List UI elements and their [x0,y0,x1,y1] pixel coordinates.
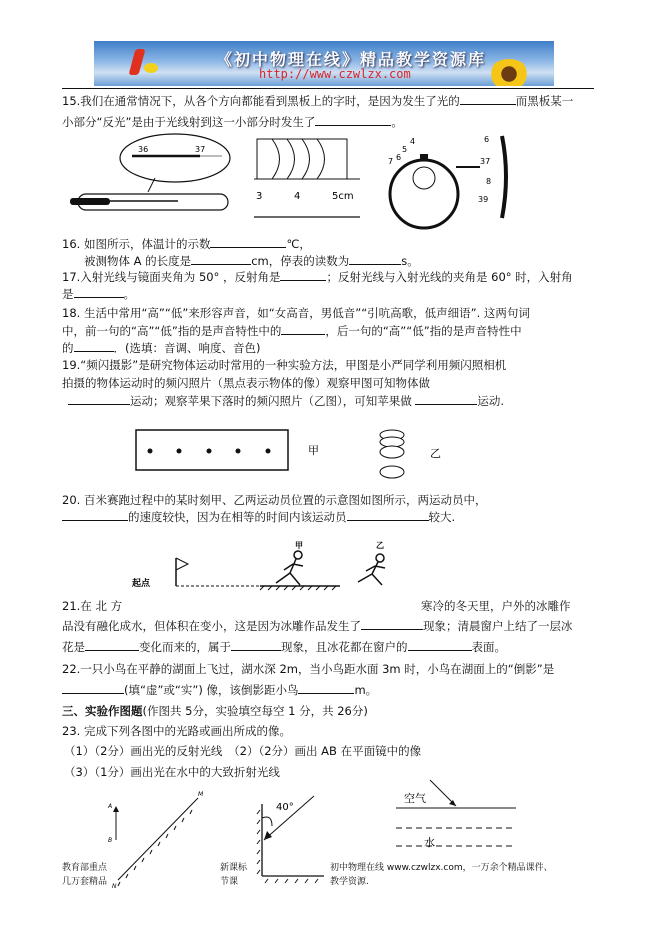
start-label: 起点 [132,579,151,589]
sunflower-image [489,59,529,86]
q21-line1 [62,598,122,614]
text: 较大. [428,510,456,524]
therm-label-36: 36 [138,145,149,154]
q22-line1: 22.一只小鸟在平静的湖面上飞过，湖水深 2m，当小鸟距水面 3m 时，小鸟在湖面上的“倒影”是 [62,662,555,676]
ruler-label: 3 [256,191,263,202]
watch-min-label: 6 [396,153,402,162]
answer-blank[interactable] [231,639,281,651]
text: 被测物体 A 的长度是 [84,254,192,268]
text: 品没有融化成水，但体积在变小，这是因为冰雕作品发生了 [62,619,361,633]
footer-line1 [62,862,107,875]
answer-blank[interactable] [298,682,354,694]
watch-sec-label: 6 [484,135,490,144]
runner-jia-label: 甲 [295,541,303,550]
text: 中，前一句的“高”“低”指的是声音特性中的 [62,324,282,338]
watch-sec-label: 37 [480,157,491,166]
answer-blank[interactable] [280,269,326,281]
footer-line1-mid: 新课标 [220,863,248,873]
text: 小部分“反光”是由于光线射到这一小部分时发生了 [62,115,316,129]
section-title: 三、实验作图题 [62,704,143,718]
watch-sec-label: 39 [478,195,489,204]
q16-line1 [62,236,311,252]
text: 现象，且冰花都在窗户的 [281,640,408,654]
label-n: N [112,883,117,890]
text: 是 [62,287,74,301]
answer-blank[interactable] [68,393,130,405]
text: 。 [391,115,403,129]
answer-blank[interactable] [347,509,429,521]
q15-line2 [62,114,403,130]
q20-line1: 20. 百米赛跑过程中的某时刻甲、乙两运动员位置的示意图如图所示，两运动员中， [62,493,487,507]
q19-line2: 拍摄的物体运动时的频闪照片（黑点表示物体的像）观察甲图可知物体做 [62,376,430,390]
ruler-figure [252,137,362,227]
q15-line1 [62,93,573,109]
text: 花是 [62,640,85,654]
text: 的 [62,341,74,355]
text: cm，停表的读数为 [251,254,350,268]
banner-url[interactable]: http://www.czwlzx.com [259,67,411,81]
footer-line1-end: 初中物理在线 www.czwlzx.com，一万余个精品课件、 [330,863,553,873]
label-yi: 乙 [430,447,441,460]
refraction-figure [380,778,520,858]
q17-line2 [62,286,135,302]
text: 教育部重点 [62,863,108,873]
watch-sec-label: 8 [486,177,492,186]
q21-line3 [62,639,506,655]
answer-blank[interactable] [85,639,139,651]
text: 表面。 [471,640,506,654]
answer-blank[interactable] [460,93,516,105]
text: 运动；观察苹果下落时的频闪照片（乙图），可知苹果做 [130,394,412,408]
answer-blank[interactable] [210,236,286,248]
q19-line3 [68,393,504,409]
logo-icon-dot [144,63,158,73]
mirror-ab-figure [110,790,230,890]
text: 运动. [477,394,505,408]
text: ．(选填：音调、响度、音色) [113,341,261,355]
q18-line1: 18. 生活中常用“高”“低”来形容声音，如“女高音，男低音”“引吭高歌，低声细语”. 这两句词 [62,306,530,320]
race-figure [130,538,384,598]
q21-line2 [62,618,573,634]
section-note: (作图共 5分，实验填空每空 1 分，共 26分) [142,704,368,718]
answer-blank[interactable] [349,253,401,265]
water-label: 水 [424,836,435,849]
answer-blank[interactable] [62,509,128,521]
answer-blank[interactable] [74,340,114,352]
angle-label: 40° [276,802,294,813]
text: s。 [401,254,419,268]
text: 17.入射光线与镜面夹角为 50° ，反射角是 [62,270,281,284]
text: m。 [354,683,378,697]
ruler-label: 4 [294,191,301,202]
text: 变化而来的，属于 [139,640,231,654]
q23-line1: 23. 完成下列各图中的光路或画出所成的像。 [62,724,291,738]
text: 16. 如图所示，体温计的示数 [62,237,211,251]
air-label: 空气 [404,792,426,805]
text: ，后一句的“高”“低”指的是声音特性中 [325,324,522,338]
text: 的速度较快，因为在相等的时间内该运动员 [128,510,347,524]
answer-blank[interactable] [191,253,251,265]
text: 现象；清晨窗户上结了一层冰 [423,619,573,633]
watch-min-label: 4 [410,137,416,146]
answer-blank[interactable] [408,639,472,651]
label-b: B [108,837,113,844]
logo-icon [129,49,146,75]
text: 。 [123,287,135,301]
q16-line2 [84,253,419,269]
q18-line3 [62,340,260,356]
watch-min-label: 7 [388,157,394,166]
answer-blank[interactable] [361,618,423,630]
q17-line1 [62,269,573,285]
section-heading [62,703,368,719]
watch-min-label: 5 [402,145,408,154]
answer-blank[interactable] [415,393,477,405]
text: 21.在 北 方 [62,599,123,613]
answer-blank[interactable] [315,114,391,126]
text: ℃， [286,237,311,251]
q18-line2 [62,323,522,339]
banner-title: 《初中物理在线》精品教学资源库 [216,50,487,69]
thermometer-figure [70,130,240,220]
footer-line2: 几万套精品 [62,877,108,887]
answer-blank[interactable] [281,323,325,335]
q23-line2: （1）（2分）画出光的反射光线 （2）（2分）画出 AB 在平面镜中的像 [64,744,422,758]
text: 15.我们在通常情况下，从各个方向都能看到黑板上的字时，是因为发生了光的 [62,94,460,108]
text: ；反射光线与入射光线的夹角是 60° 时，入射角 [326,270,573,284]
header-divider [62,88,594,89]
ruler-label: 5cm [332,191,354,202]
flash-photo-figure [130,420,470,480]
footer-line2-mid: 节课 [220,877,239,887]
q20-line2 [62,509,455,525]
answer-blank[interactable] [74,286,124,298]
stopwatch-figure [372,132,512,232]
footer-line2-end: 教学资源. [330,877,369,887]
therm-label-37: 37 [195,145,206,154]
runner-yi-label: 乙 [376,541,384,550]
text: 而黑板某一 [515,94,574,108]
q23-line3: （3）（1分）画出光在水中的大致折射光线 [64,765,280,779]
label-a: A [108,803,113,810]
label-m: M [198,791,204,798]
corner-mirror-figure [254,796,334,886]
header-banner [94,41,554,86]
label-jia: 甲 [308,444,319,457]
q21-line1-end: 寒冷的冬天里，户外的冰雕作 [421,599,571,613]
q22-line2 [62,682,377,698]
answer-blank[interactable] [62,682,124,694]
q19-line1: 19.“频闪摄影”是研究物体运动时常用的一种实验方法，甲图是小严同学利用频闪照相机 [62,358,507,372]
text: (填“虚”或“实”) 像，该倒影距小鸟 [124,683,299,697]
